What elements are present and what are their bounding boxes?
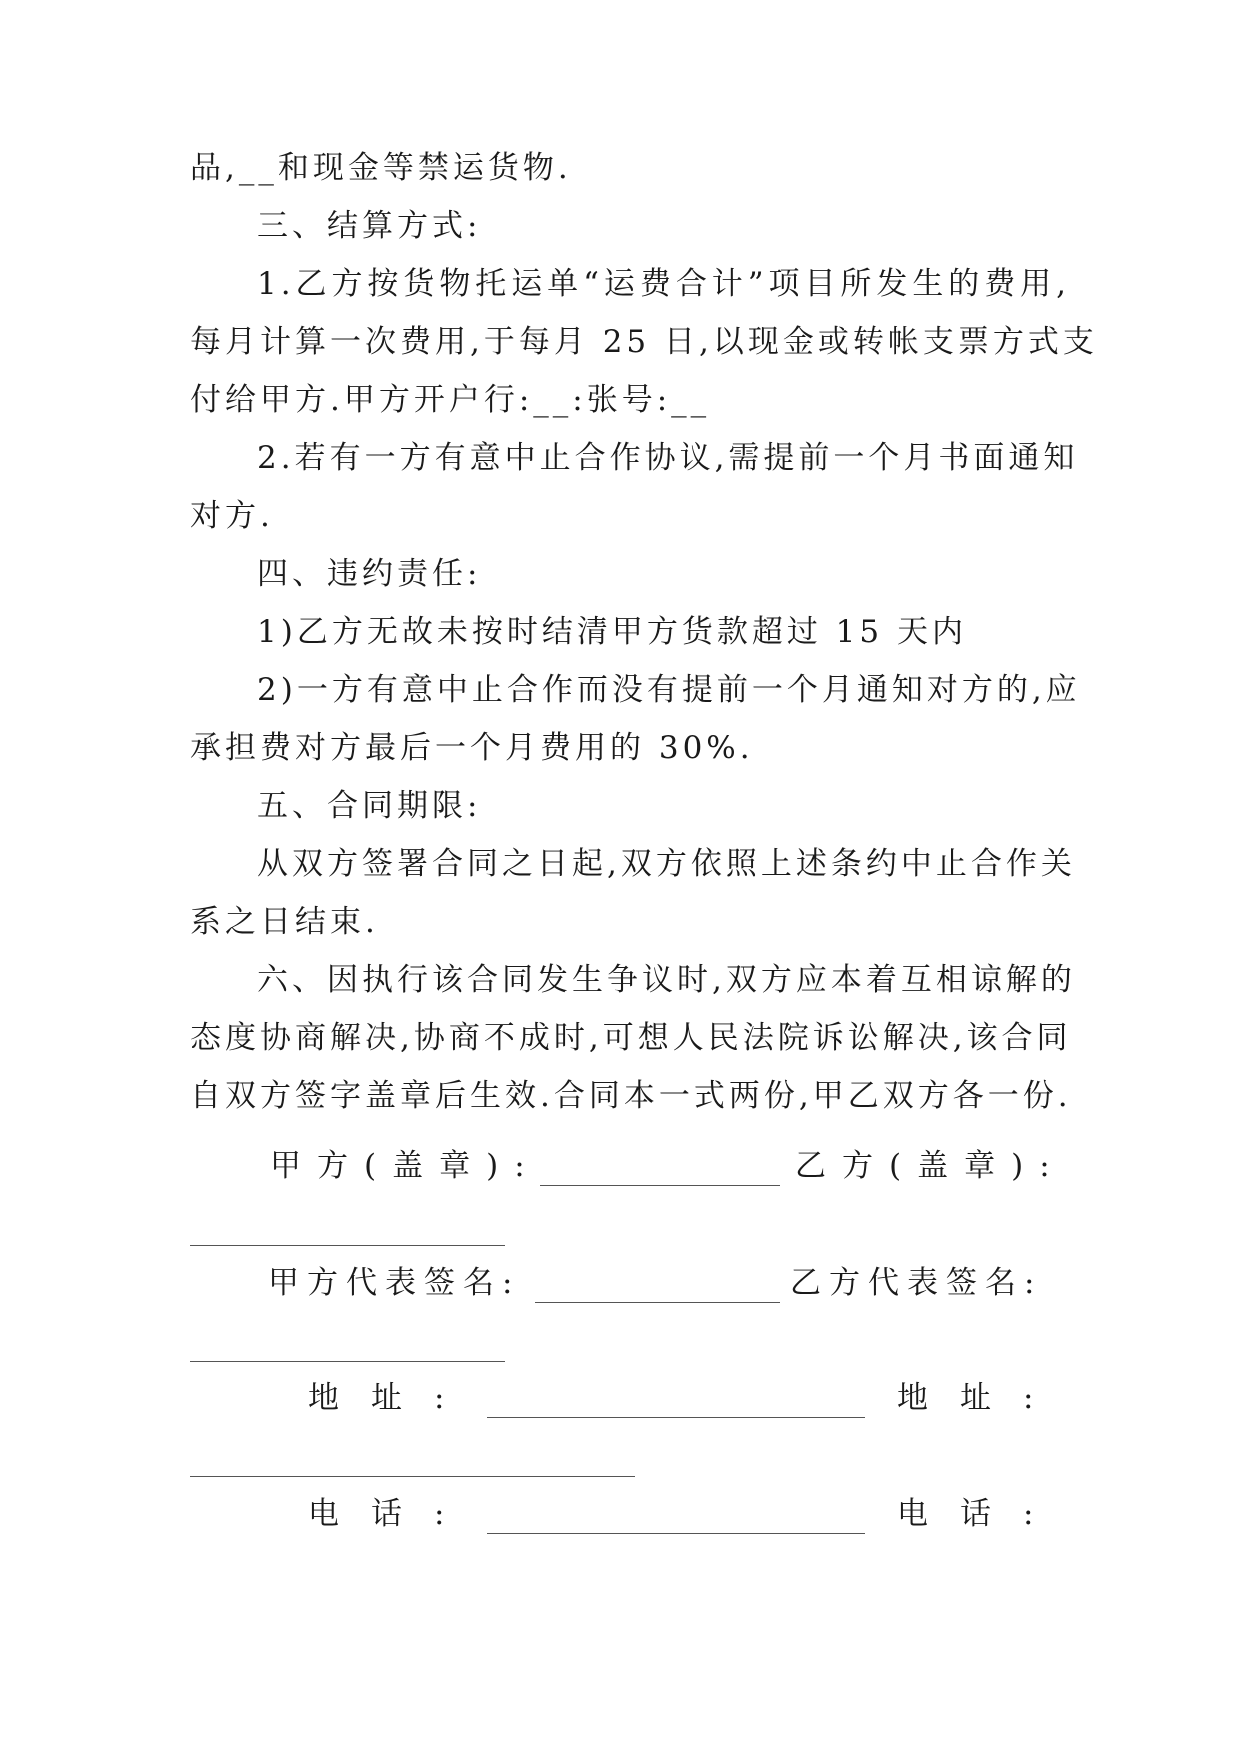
address-b-blank — [190, 1476, 635, 1477]
text-line: 对方. — [190, 498, 274, 534]
text-line: 2)一方有意中止合作而没有提前一个月通知对方的,应 — [257, 672, 1081, 708]
text-line: 态度协商解决,协商不成时,可想人民法院诉讼解决,该合同 — [190, 1020, 1072, 1056]
section-heading-settlement: 三、结算方式: — [257, 208, 482, 244]
text-line: 1.乙方按货物托运单“运费合计”项目所发生的费用, — [257, 266, 1070, 302]
party-a-seal-blank — [540, 1185, 780, 1186]
text-line: 品,__和现金等禁运货物. — [190, 150, 572, 186]
party-b-rep-label: 乙方代表签名: — [790, 1265, 1043, 1301]
phone-a-label: 电话: — [308, 1496, 477, 1532]
phone-a-blank — [487, 1533, 865, 1534]
text-line: 1)乙方无故未按时结清甲方货款超过 15 天内 — [257, 614, 967, 650]
text-line: 付给甲方.甲方开户行:__:张号:__ — [190, 382, 711, 418]
party-a-rep-blank — [535, 1302, 780, 1303]
party-b-seal-blank — [190, 1245, 505, 1246]
section-heading-term: 五、合同期限: — [257, 788, 482, 824]
address-b-label: 地址: — [897, 1380, 1066, 1416]
text-line: 承担费对方最后一个月费用的 30%. — [190, 730, 754, 766]
address-a-blank — [487, 1417, 865, 1418]
party-b-seal-label: 乙方(盖章): — [795, 1148, 1066, 1184]
text-line: 每月计算一次费用,于每月 25 日,以现金或转帐支票方式支 — [190, 324, 1098, 360]
section-heading-breach: 四、违约责任: — [257, 556, 482, 592]
party-a-rep-label: 甲方代表签名: — [268, 1265, 521, 1301]
text-line: 系之日结束. — [190, 904, 379, 940]
address-a-label: 地址: — [308, 1380, 477, 1416]
text-line: 从双方签署合同之日起,双方依照上述条约中止合作关 — [257, 846, 1076, 882]
party-a-seal-label: 甲方(盖章): — [270, 1148, 541, 1184]
text-line: 2.若有一方有意中止合作协议,需提前一个月书面通知 — [257, 440, 1079, 476]
phone-b-label: 电话: — [897, 1496, 1066, 1532]
text-line: 自双方签字盖章后生效.合同本一式两份,甲乙双方各一份. — [190, 1078, 1072, 1114]
text-line: 六、因执行该合同发生争议时,双方应本着互相谅解的 — [257, 962, 1076, 998]
party-b-rep-blank — [190, 1361, 505, 1362]
